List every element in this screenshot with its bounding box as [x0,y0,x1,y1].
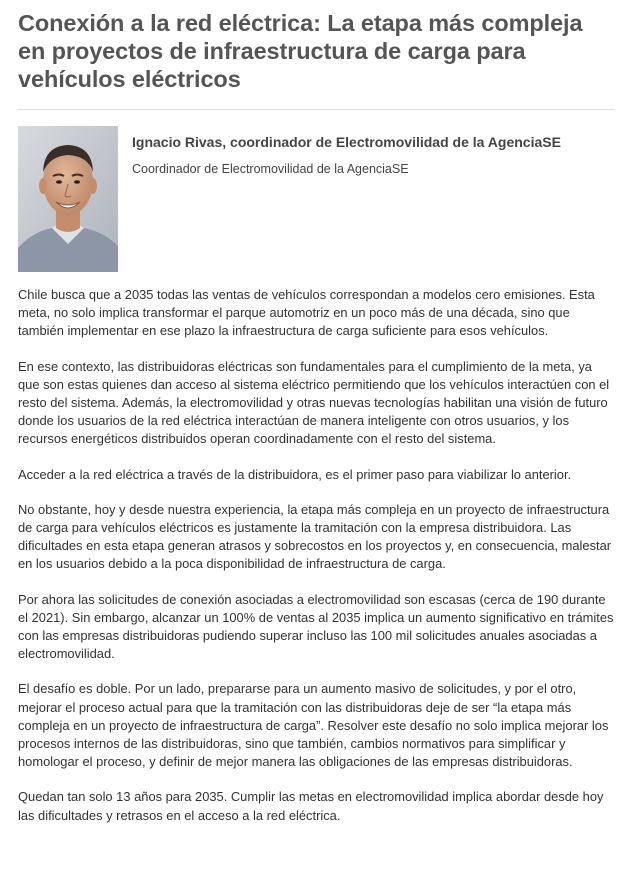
article-paragraph: El desafío es doble. Por un lado, prepararse para un aumento masivo de solicitudes, y por el otro, mejorar el proceso actual para que la tramitación con las distribuidoras deje de ser “la etapa más compleja en un proyecto de infraestructura de carga”. Resolver este desafío no solo implica mejorar los procesos internos de las distribuidoras, sino que también, cambios normativos para simplificar y homologar el proceso, y definir de mejor manera las obligaciones de las empresas distribuidoras. [18,681,609,770]
article-paragraph: Acceder a la red eléctrica a través de la distribuidora, es el primer paso para viabilizar lo anterior. [18,466,572,482]
author-block [18,126,614,286]
article-title: Conexión a la red eléctrica: La etapa más compleja en proyectos de infraestructura de carga para vehículos eléctricos [18,10,583,92]
author-name: Ignacio Rivas, coordinador de Electromovilidad de la AgenciaSE [132,134,561,150]
article-paragraph: En ese contexto, las distribuidoras eléctricas son fundamentales para el cumplimiento de la meta, ya que son estas quienes dan acceso al sistema eléctrico permitiendo que los vehículos interactúen con el resto del sistema. Además, la electromovilidad y otras nuevas tecnologías habilitan una visión de futuro donde los usuarios de la red eléctrica interactúan de manera inteligente con otros usuarios, y los recursos energéticos distribuidos operan coordinadamente con el resto del sistema. [18,358,610,447]
author-photo [18,126,118,272]
article-paragraph: Por ahora las solicitudes de conexión asociadas a electromovilidad son escasas (cerca de 190 durante el 2021). Sin embargo, alcanzar un 100% de ventas al 2035 implica un aumento significativo en trámites con las empresas distribuidoras pudiendo superar incluso las 100 mil solicitudes anuales asociadas a electromovilidad. [18,591,614,662]
article-body [18,286,614,825]
article [18,0,614,842]
author-role: Coordinador de Electromovilidad de la AgenciaSE [132,162,409,176]
title-divider [18,109,614,110]
article-paragraph: Chile busca que a 2035 todas las ventas de vehículos correspondan a modelos cero emisiones. Esta meta, no solo implica transformar el parque automotriz en un poco más de una década, sino que también implementar en ese plazo la infraestructura de carga suficiente para esos vehículos. [18,287,595,339]
article-paragraph: No obstante, hoy y desde nuestra experiencia, la etapa más compleja en un proyecto de infraestructura de carga para vehículos eléctricos es justamente la tramitación con la empresa distribuidora. Las dificultades en esta etapa generan atrasos y sobrecostos en los proyectos y, en consecuencia, malestar en los usuarios debido a la poca disponibilidad de infraestructura de carga. [18,501,612,572]
article-paragraph: Quedan tan solo 13 años para 2035. Cumplir las metas en electromovilidad implica abordar desde hoy las dificultades y retrasos en el acceso a la red eléctrica. [18,789,604,823]
